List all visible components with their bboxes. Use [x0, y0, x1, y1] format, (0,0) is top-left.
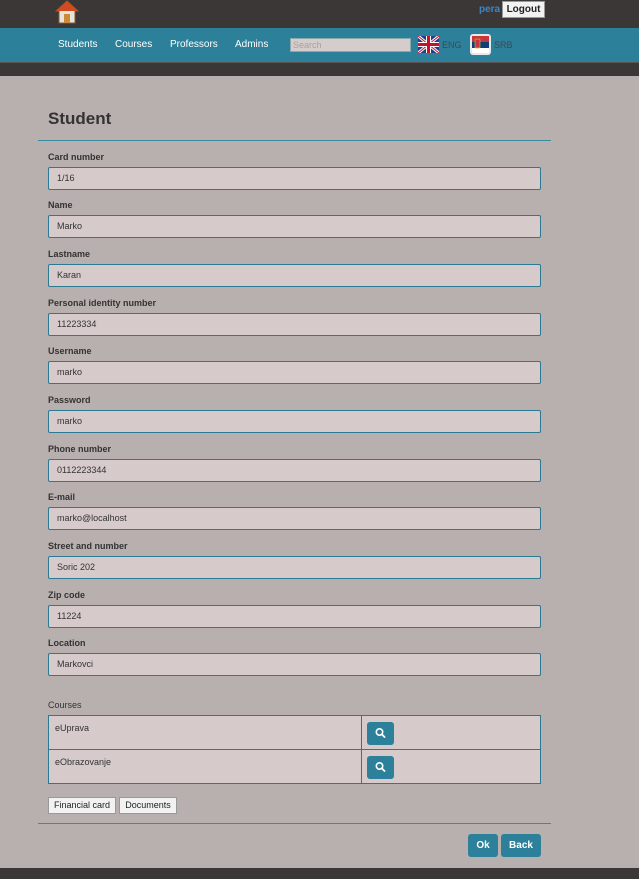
- name-label: Name: [48, 200, 73, 210]
- column-divider: [361, 750, 362, 784]
- username-label: Username: [48, 346, 92, 356]
- table-row: [49, 750, 540, 784]
- username-field[interactable]: marko: [48, 361, 541, 384]
- zip-label: Zip code: [48, 590, 86, 600]
- table-row: [49, 716, 540, 750]
- email-field[interactable]: marko@localhost: [48, 507, 541, 530]
- current-username: pera: [479, 4, 501, 15]
- password-field[interactable]: marko: [48, 410, 541, 433]
- back-button[interactable]: Back: [501, 834, 541, 857]
- course-name: eObrazovanje: [55, 757, 112, 767]
- footer-divider: [38, 823, 551, 824]
- nav-courses[interactable]: Courses: [115, 39, 153, 50]
- password-label: Password: [48, 395, 91, 405]
- home-icon[interactable]: [55, 0, 79, 24]
- street-label: Street and number: [48, 541, 128, 551]
- serbia-flag-icon[interactable]: [470, 34, 491, 55]
- header-divider-strip: [0, 62, 639, 76]
- street-field[interactable]: Soric 202: [48, 556, 541, 579]
- card-number-label: Card number: [48, 152, 105, 162]
- name-field[interactable]: Marko: [48, 215, 541, 238]
- course-name: eUprava: [55, 723, 90, 733]
- ok-button[interactable]: Ok: [468, 834, 498, 857]
- lastname-label: Lastname: [48, 249, 91, 259]
- documents-button[interactable]: Documents: [119, 797, 177, 814]
- search-icon: [367, 722, 394, 745]
- lang-srb-label[interactable]: SRB: [494, 40, 513, 50]
- email-label: E-mail: [48, 492, 76, 502]
- column-divider: [361, 716, 362, 749]
- personal-id-label: Personal identity number: [48, 298, 157, 308]
- uk-flag-icon[interactable]: [418, 36, 439, 53]
- view-course-button[interactable]: [367, 722, 394, 745]
- card-number-field[interactable]: 1/16: [48, 167, 541, 190]
- zip-field[interactable]: 11224: [48, 605, 541, 628]
- nav-professors[interactable]: Professors: [170, 39, 218, 50]
- search-icon: [367, 756, 394, 779]
- search-input[interactable]: Search: [290, 38, 411, 52]
- personal-id-field[interactable]: 11223334: [48, 313, 541, 336]
- phone-label: Phone number: [48, 444, 112, 454]
- courses-label: Courses: [48, 700, 82, 710]
- lang-eng-label[interactable]: ENG: [442, 40, 462, 50]
- view-course-button[interactable]: [367, 756, 394, 779]
- page-title: Student: [48, 109, 112, 128]
- logout-button[interactable]: Logout: [502, 1, 545, 18]
- nav-students[interactable]: Students: [58, 39, 98, 50]
- top-bar: [0, 0, 639, 28]
- financial-card-button[interactable]: Financial card: [48, 797, 116, 814]
- location-field[interactable]: Markovci: [48, 653, 541, 676]
- phone-field[interactable]: 0112223344: [48, 459, 541, 482]
- title-divider: [38, 140, 551, 141]
- main-nav: [0, 28, 639, 62]
- courses-table: [48, 715, 541, 784]
- location-label: Location: [48, 638, 86, 648]
- lastname-field[interactable]: Karan: [48, 264, 541, 287]
- footer-bar: [0, 868, 639, 879]
- nav-admins[interactable]: Admins: [235, 39, 269, 50]
